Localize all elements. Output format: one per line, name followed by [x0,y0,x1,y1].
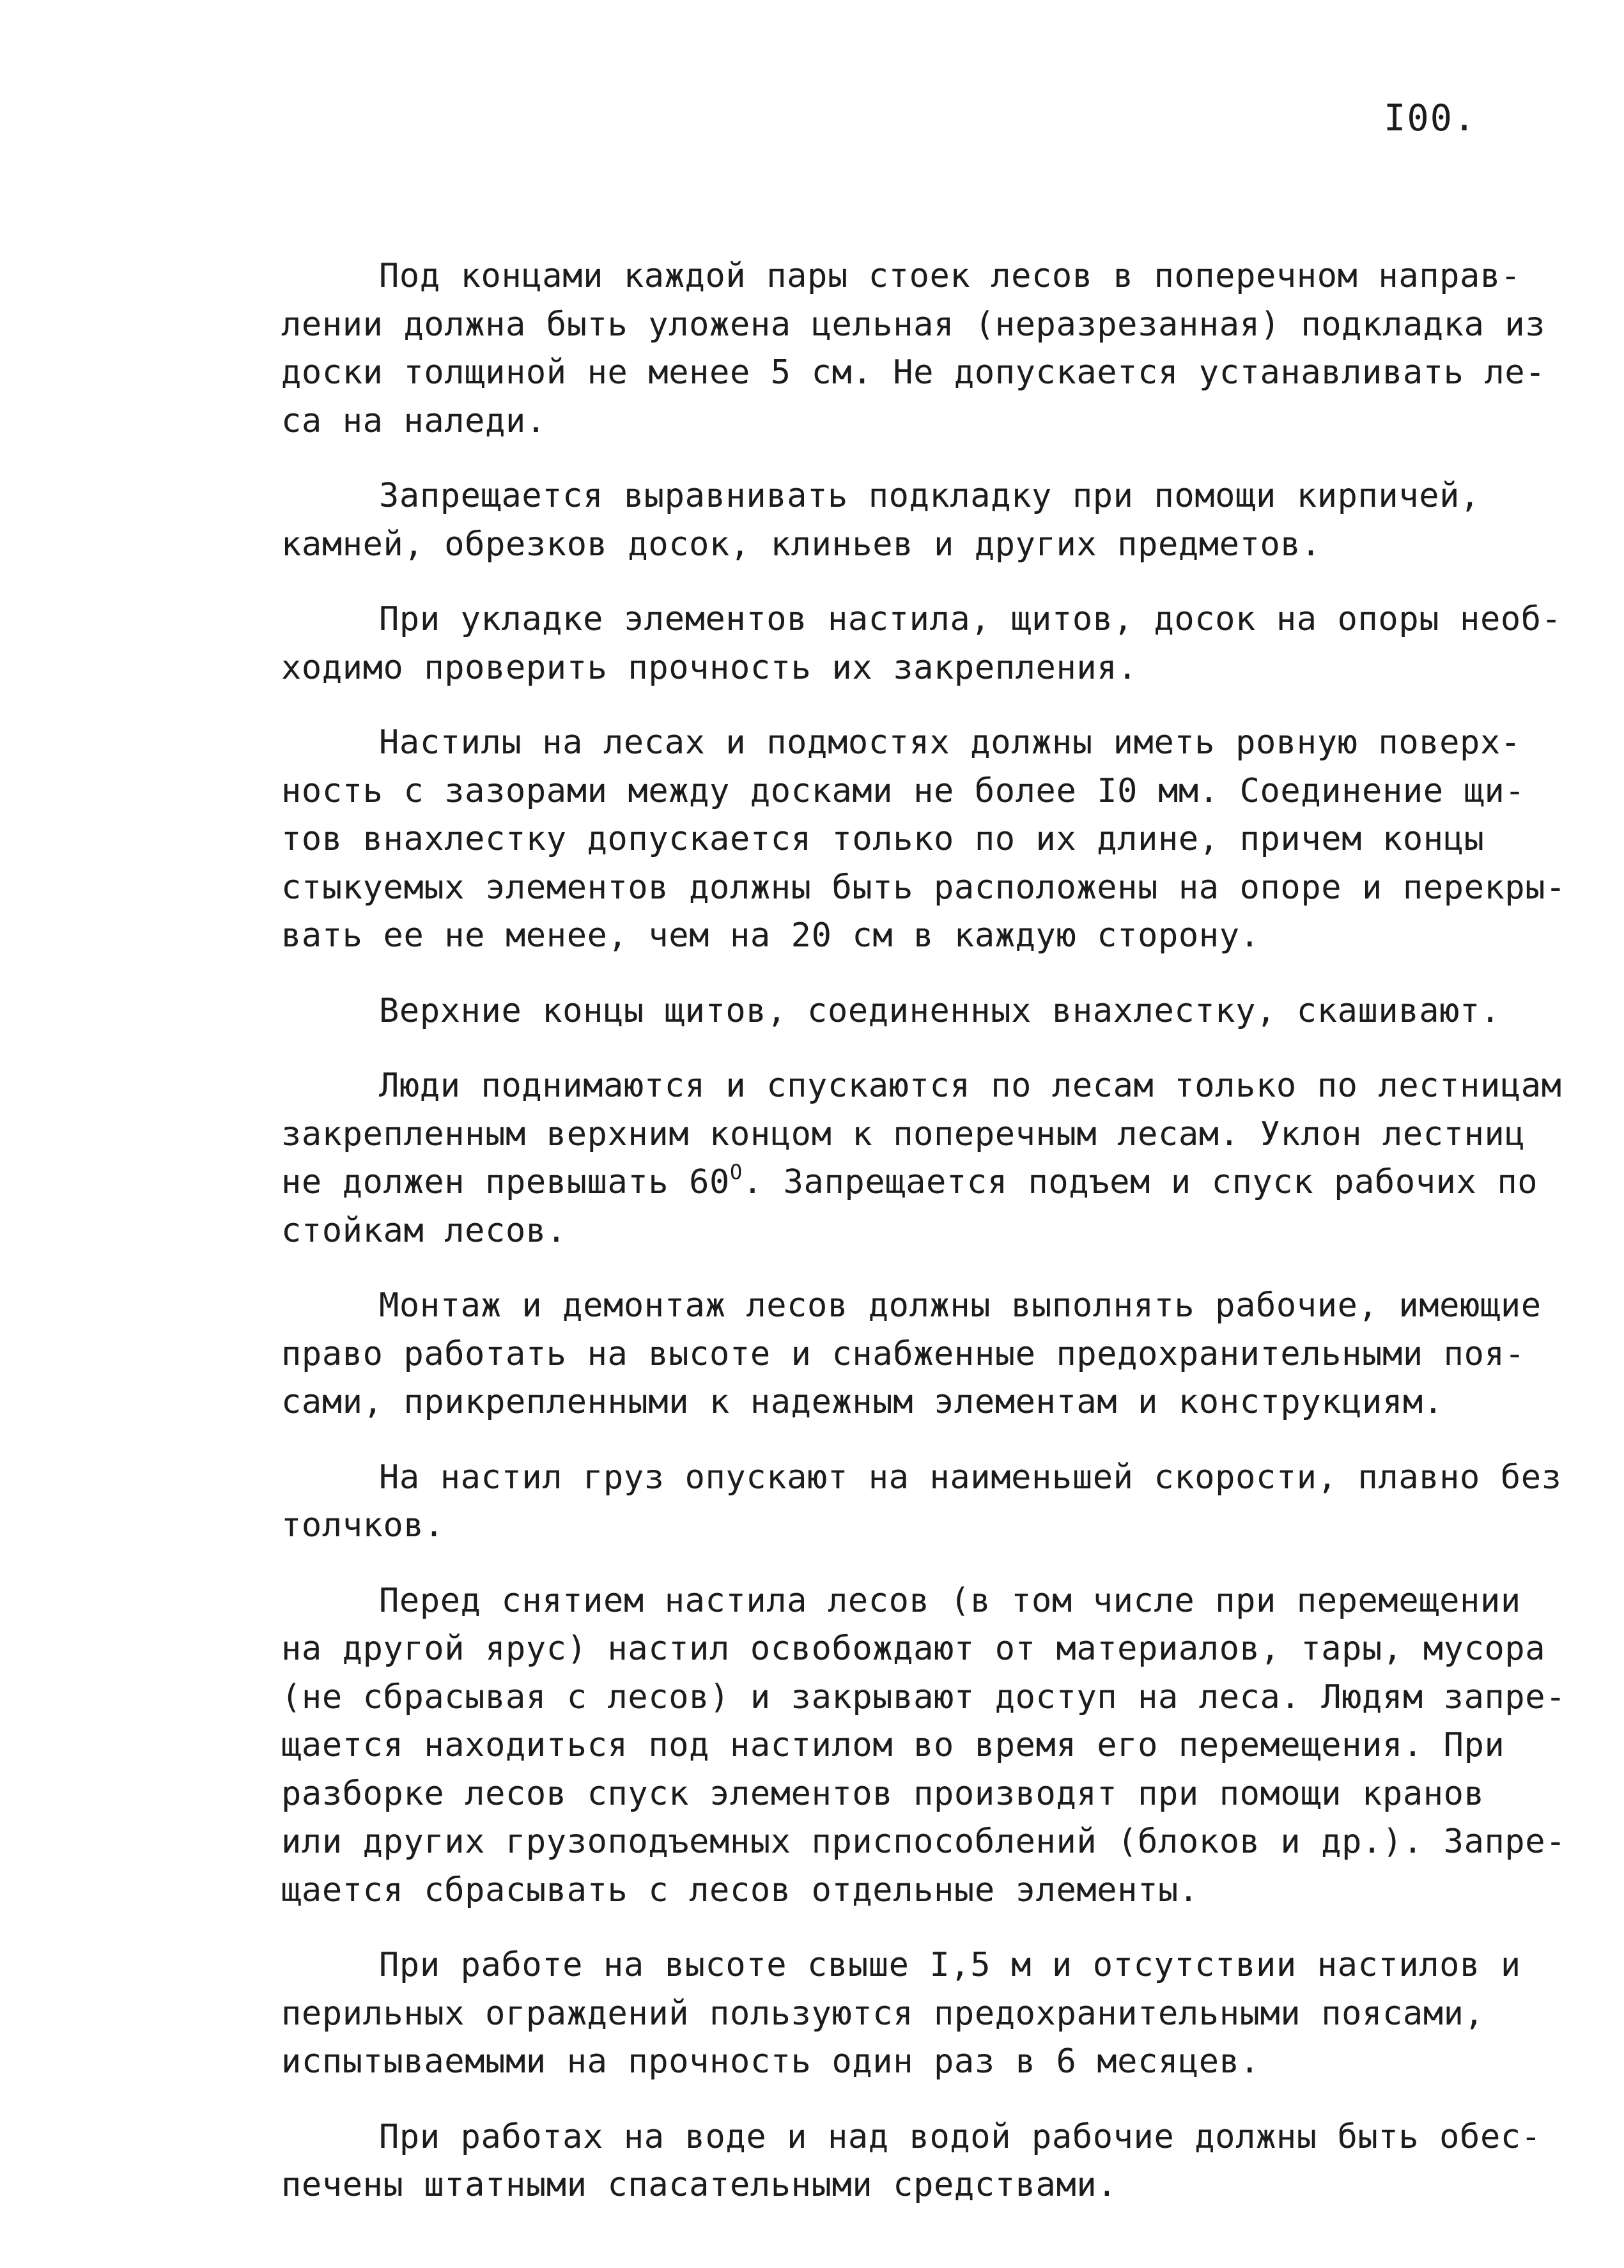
text-line: перильных ограждений пользуются предохранительными поясами, [281,1994,1485,2033]
text-line: ходимо проверить прочность их закрепления. [281,648,1138,687]
text-line: щается сбрасывать с лесов отдельные элементы. [281,1871,1199,1909]
text-line: или других грузоподъемных приспособлений (блоков и др.). Запре- [281,1823,1566,1861]
text-line: на другой ярус) настил освобождают от материалов, тары, мусора [281,1630,1546,1668]
text-line: (не сбрасывая с лесов) и закрывают доступ на леса. Людям запре- [281,1678,1566,1716]
text-line: Перед снятием настила лесов (в том числе при перемещении [379,1581,1521,1620]
paragraph-load-lowering [281,1454,1562,1550]
paragraph-ladders [281,1062,1562,1255]
paragraph-shield-ends [281,987,1508,1036]
text-line: При работах на воде и над водой рабочие должны быть обес- [379,2117,1542,2156]
text-line: лении должна быть уложена цельная (неразрезанная) подкладка из [281,305,1546,344]
text-line: толчков. [281,1506,445,1545]
text-line: печены штатными спасательными средствами. [281,2166,1118,2204]
text-line: Люди поднимаются и спускаются по лесам только по лестницам [379,1067,1562,1105]
body-text [281,252,1566,2237]
degree-mark: О [729,1160,743,1184]
text-line: испытываемыми на прочность один раз в 6 месяцев. [281,2042,1260,2081]
text-fragment: не должен превышать 60 [281,1163,730,1201]
text-line: На настил груз опускают на наименьшей скорости, плавно без [379,1458,1562,1497]
text-line: При работе на высоте свыше I,5 м и отсутствии настилов и [379,1946,1521,1984]
text-line: вать ее не менее, чем на 20 см в каждую сторону. [281,916,1260,955]
text-line: закрепленным верхним концом к поперечным лесам. Уклон лестниц [281,1115,1526,1153]
page-number: I00. [1384,97,1477,139]
text-line: стойкам лесов. [281,1211,567,1250]
text-line: При укладке элементов настила, щитов, досок на опоры необ- [379,600,1562,638]
text-fragment: . Запрещается подъем и спуск рабочих по [742,1163,1538,1201]
text-line: разборке лесов спуск элементов производят при помощи кранов [281,1774,1485,1813]
paragraph-decking-removal [281,1577,1566,1915]
paragraph-decking-surface [281,719,1566,960]
paragraph-scaffold-supports [281,252,1546,445]
text-line: щается находиться под настилом во время его перемещения. При [281,1726,1505,1764]
text-line: Под концами каждой пары стоек лесов в поперечном направ- [379,257,1521,295]
text-line: сами, прикрепленными к надежным элементам и конструкциям. [281,1383,1444,1421]
text-line: доски толщиной не менее 5 см. Не допускается устанавливать ле- [281,353,1546,392]
text-line: ность с зазорами между досками не более I0 мм. Соединение щи- [281,771,1526,810]
text-line: Запрещается выравнивать подкладку при помощи кирпичей, [379,477,1480,515]
text-line: са на наледи. [281,401,546,440]
paragraph-safety-belts [281,1941,1521,2087]
text-line: Настилы на лесах и подмостях должны иметь ровную поверх- [379,723,1521,762]
text-line: камней, обрезков досок, клиньев и других предметов. [281,525,1322,564]
text-line: тов внахлестку допускается только по их длине, причем концы [281,820,1485,858]
text-line: право работать на высоте и снабженные предохранительными поя- [281,1334,1526,1373]
paragraph-leveling-prohibition [281,472,1508,569]
paragraph-water-work [281,2113,1542,2210]
text-line: Верхние концы щитов, соединенных внахлестку, скашивают. [379,991,1501,1030]
text-line: стыкуемых элементов должны быть расположены на опоре и перекры- [281,868,1566,907]
paragraph-decking-fastening [281,596,1562,692]
text-line: Монтаж и демонтаж лесов должны выполнять рабочие, имеющие [379,1286,1542,1325]
paragraph-assembly-workers [281,1282,1542,1427]
text-line-with-degree [281,1159,1538,1207]
